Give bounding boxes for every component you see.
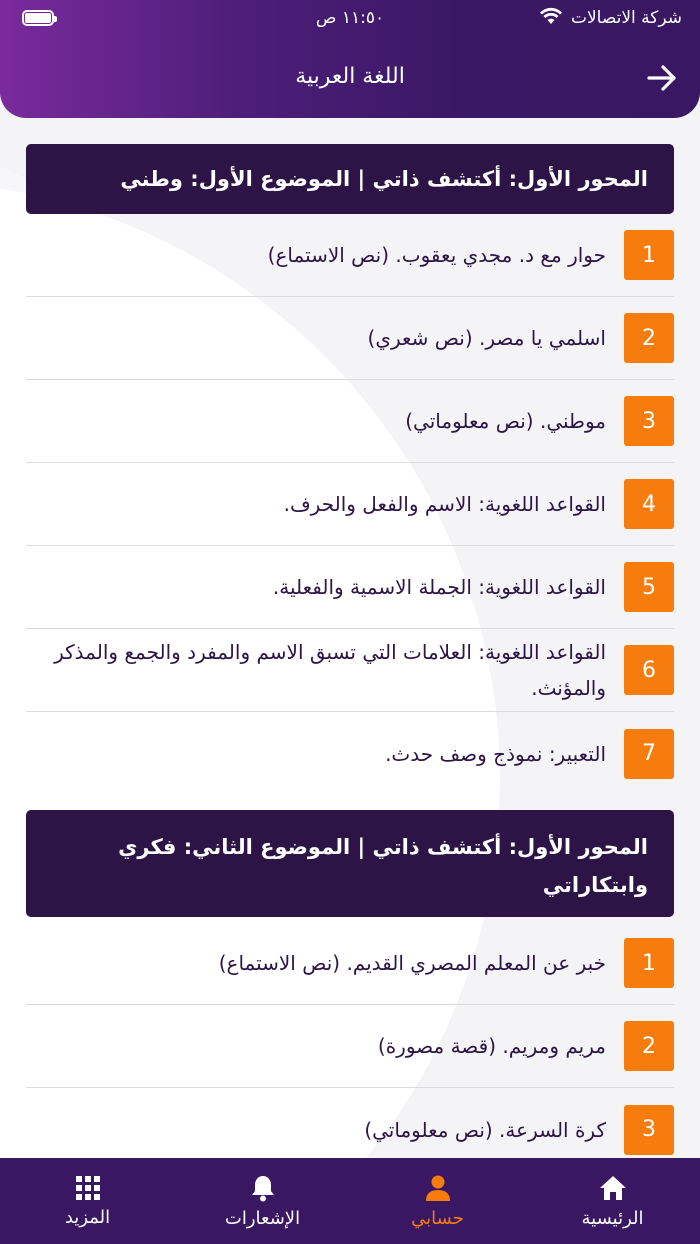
lesson-item[interactable] <box>26 629 674 712</box>
lesson-title: القواعد اللغوية: الجملة الاسمية والفعلية. <box>272 575 606 599</box>
status-time: ١١:٥٠ ص <box>315 8 385 28</box>
lesson-title: القواعد اللغوية: الاسم والفعل والحرف. <box>283 492 606 516</box>
tab-home-label: الرئيسية <box>581 1207 644 1229</box>
lesson-number-badge: 4 <box>624 479 674 529</box>
section-header[interactable]: المحور الأول: أكتشف ذاتي | الموضوع الأول: وطني <box>26 144 674 214</box>
lesson-item[interactable] <box>26 546 674 629</box>
lesson-title: اسلمي يا مصر. (نص شعري) <box>367 326 606 350</box>
status-carrier-group <box>539 7 682 30</box>
lesson-item[interactable] <box>26 922 674 1005</box>
lesson-item[interactable] <box>26 463 674 546</box>
tab-notifications-label: الإشعارات <box>224 1207 301 1229</box>
tab-more[interactable] <box>0 1158 175 1244</box>
lessons-content <box>26 144 674 1171</box>
lesson-number-badge: 7 <box>624 729 674 779</box>
lesson-item[interactable] <box>26 712 674 795</box>
lesson-number-badge: 1 <box>624 938 674 988</box>
user-icon <box>424 1174 452 1202</box>
wifi-icon <box>539 7 563 30</box>
tab-more-label: المزيد <box>64 1206 111 1228</box>
lesson-title: القواعد اللغوية: العلامات التي تسبق الاسم والمفرد والجمع والمذكر والمؤنث. <box>54 640 606 700</box>
lesson-number-badge: 2 <box>624 1021 674 1071</box>
back-button[interactable] <box>644 60 680 96</box>
status-bar <box>0 0 700 36</box>
lesson-number-badge: 1 <box>624 230 674 280</box>
lesson-item[interactable] <box>26 1005 674 1088</box>
tab-account[interactable] <box>350 1158 525 1244</box>
section-header[interactable]: المحور الأول: أكتشف ذاتي | الموضوع الثاني: فكري وابتكاراتي <box>26 810 674 917</box>
lesson-list <box>26 214 674 795</box>
lesson-title: كرة السرعة. (نص معلوماتي) <box>364 1117 606 1142</box>
tab-account-label: حسابي <box>411 1207 464 1229</box>
lesson-item[interactable] <box>26 380 674 463</box>
nav-row <box>0 50 700 102</box>
lesson-number-badge: 6 <box>624 645 674 695</box>
tab-notifications[interactable] <box>175 1158 350 1244</box>
carrier-label: شركة الاتصالات <box>570 8 682 28</box>
lesson-title: خبر عن المعلم المصري القديم. (نص الاستماع) <box>218 951 606 975</box>
home-icon <box>598 1174 628 1202</box>
lesson-title: موطني. (نص معلوماتي) <box>405 409 606 433</box>
bell-icon <box>250 1174 276 1202</box>
page-title: اللغة العربية <box>295 63 405 89</box>
lesson-title: التعبير: نموذج وصف حدث. <box>385 741 606 766</box>
lesson-title: حوار مع د. مجدي يعقوب. (نص الاستماع) <box>267 243 606 267</box>
lesson-number-badge: 3 <box>624 1105 674 1155</box>
grid-icon <box>75 1175 101 1201</box>
lesson-number-badge: 5 <box>624 562 674 612</box>
lesson-number-badge: 2 <box>624 313 674 363</box>
bottom-tab-bar <box>0 1158 700 1244</box>
lesson-list <box>26 922 674 1171</box>
lesson-number-badge: 3 <box>624 396 674 446</box>
lesson-item[interactable] <box>26 214 674 297</box>
lesson-item[interactable] <box>26 297 674 380</box>
app-header <box>0 0 700 118</box>
tab-home[interactable] <box>525 1158 700 1244</box>
arrow-right-icon <box>646 64 678 92</box>
lesson-title: مريم ومريم. (قصة مصورة) <box>377 1034 606 1058</box>
battery-icon <box>22 10 54 26</box>
